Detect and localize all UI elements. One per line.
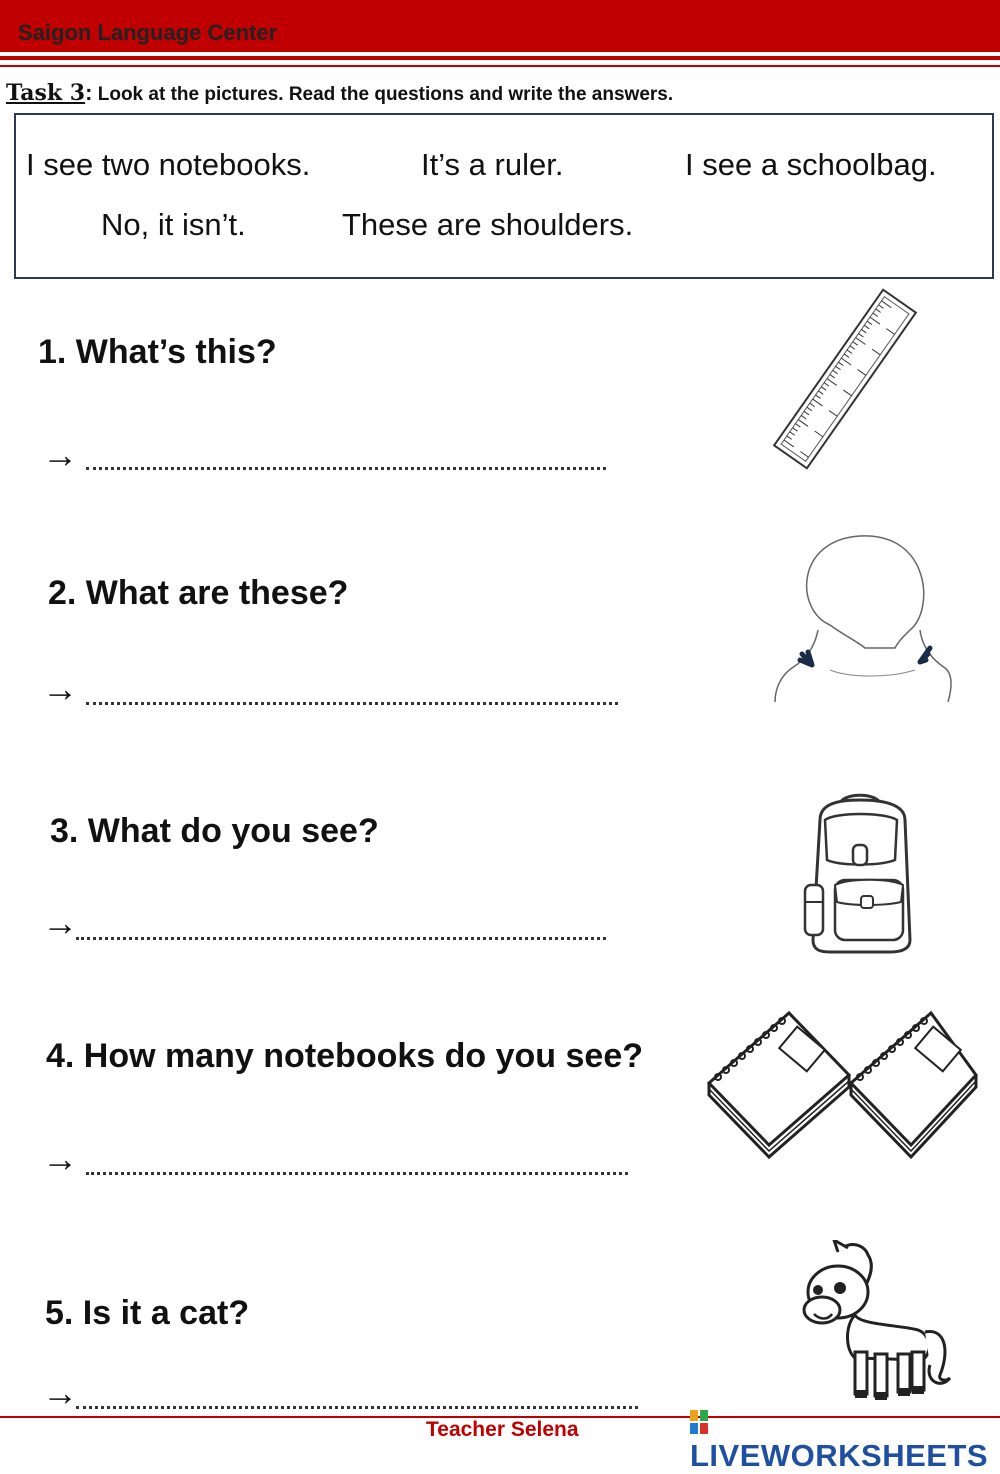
header-divider-thin xyxy=(0,65,1000,67)
word-option: I see two notebooks. xyxy=(26,147,311,182)
question-1: 1. What’s this? xyxy=(38,333,277,371)
answer-line-1[interactable] xyxy=(86,467,606,470)
question-2: 2. What are these? xyxy=(48,574,349,612)
task-label: Task 3 xyxy=(6,80,86,106)
schoolbag-picture xyxy=(795,790,925,960)
ruler-picture xyxy=(760,284,930,474)
task-text: Look at the pictures. Read the questions and write the answers. xyxy=(97,84,674,105)
arrow-icon: → xyxy=(42,668,78,709)
answer-line-3[interactable] xyxy=(76,937,606,940)
word-option: These are shoulders. xyxy=(342,207,634,242)
question-4: 4. How many notebooks do you see? xyxy=(46,1037,643,1075)
brand-logo xyxy=(690,1402,1000,1474)
arrow-icon: → xyxy=(42,1372,78,1413)
liveworksheets-icon xyxy=(690,1410,708,1434)
answer-line-2[interactable] xyxy=(86,702,618,705)
arrow-icon: → xyxy=(42,434,78,475)
question-5: 5. Is it a cat? xyxy=(45,1294,250,1332)
notebooks-picture xyxy=(704,1005,980,1170)
question-3: 3. What do you see? xyxy=(50,812,379,850)
task-instruction xyxy=(6,80,673,106)
word-bank-box xyxy=(14,113,994,279)
word-option: I see a schoolbag. xyxy=(685,147,937,182)
word-option: No, it isn’t. xyxy=(101,207,246,242)
brand-name: LIVEWORKSHEETS xyxy=(690,1438,989,1473)
task-colon: : xyxy=(85,80,93,105)
answer-line-5[interactable] xyxy=(76,1406,638,1409)
word-option: It’s a ruler. xyxy=(421,147,564,182)
arrow-icon: → xyxy=(42,1138,78,1179)
footer-teacher: Teacher Selena xyxy=(426,1418,579,1441)
shoulders-picture xyxy=(770,530,980,730)
header-title: Saigon Language Center xyxy=(18,20,278,45)
arrow-icon: → xyxy=(42,902,78,943)
pony-picture xyxy=(800,1240,960,1405)
header-divider xyxy=(0,56,1000,60)
answer-line-4[interactable] xyxy=(86,1172,628,1175)
